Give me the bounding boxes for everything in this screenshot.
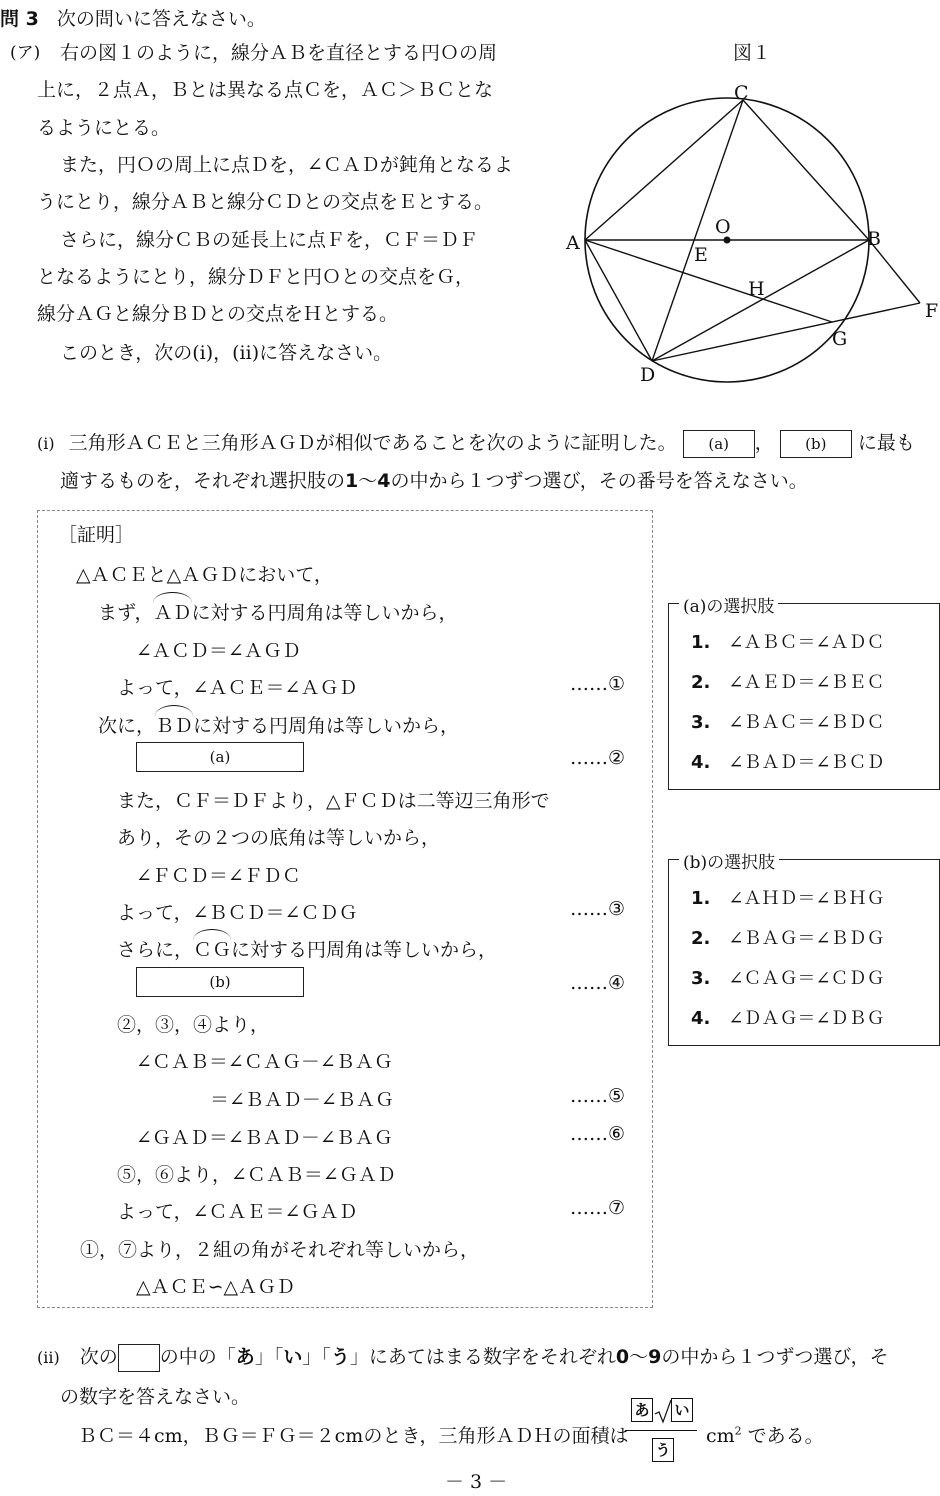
q1-tilde: ～ xyxy=(358,470,378,492)
proof-ref: ……② xyxy=(570,747,626,769)
q1-text: 三角形ＡＣＥと三角形ＡＧＤが相似であることを次のように証明した。 xyxy=(68,432,677,454)
proof-text: に対する円周角は等しいから， xyxy=(191,602,458,624)
proof-line: また，ＣＦ＝ＤＦより，△ＦＣＤは二等辺三角形で xyxy=(117,790,550,812)
label-D: D xyxy=(640,364,656,386)
choice-text: ∠ＡＢＣ＝∠ＡＤＣ xyxy=(728,632,885,653)
choice-text: ∠ＣＡＧ＝∠ＣＤＧ xyxy=(728,968,885,989)
q2-unit xyxy=(706,1421,824,1448)
q2-num: 9 xyxy=(648,1346,662,1368)
proof-ref: ……① xyxy=(570,673,626,695)
choice-number: 3. xyxy=(691,968,711,989)
q2-kana: う xyxy=(330,1346,350,1368)
intro-label: (ア) xyxy=(10,43,41,63)
arc-BD: ＢＤ xyxy=(155,711,193,738)
choices-b-title: (b)の選択肢 xyxy=(679,848,779,873)
proof-line: ∠ＣＡＢ＝∠ＣＡＧ－∠ＢＡＧ xyxy=(136,1051,393,1073)
choice-number: 1. xyxy=(691,632,711,653)
label-F: F xyxy=(925,300,939,322)
choice-text: ∠ＢＡＧ＝∠ＢＤＧ xyxy=(728,928,885,949)
label-B: B xyxy=(867,228,881,250)
proof-text: に対する円周角は等しいから， xyxy=(193,715,460,737)
proof-ref: ……④ xyxy=(570,972,626,994)
intro-line: また，円Ｏの周上に点Ｄを，∠ＣＡＤが鈍角となるよ xyxy=(60,154,513,176)
unit-sup: 2 xyxy=(734,1424,742,1438)
proof-line: ①，⑦より，２組の角がそれぞれ等しいから， xyxy=(80,1239,480,1261)
proof-ref: ……⑤ xyxy=(570,1085,626,1107)
choice-b-4[interactable] xyxy=(691,1004,885,1030)
q2-line2: の数字を答えなさい。 xyxy=(60,1386,251,1408)
choice-text: ∠ＡＨＤ＝∠ＢＨＧ xyxy=(728,888,885,909)
question-header xyxy=(0,4,266,31)
arc-AD: ＡＤ xyxy=(153,598,191,625)
proof-text: 次に， xyxy=(98,715,156,737)
proof-line: △ＡＣＥ∽△ＡＧＤ xyxy=(136,1276,296,1298)
choice-number: 2. xyxy=(691,928,711,949)
q1-line1 xyxy=(37,428,915,458)
proof-text: さらに， xyxy=(117,939,194,961)
proof-line: よって，∠ＣＡＥ＝∠ＧＡＤ xyxy=(117,1201,358,1223)
answer-fraction xyxy=(625,1398,700,1466)
choice-b-2[interactable] xyxy=(691,924,885,950)
proof-line: △ＡＣＥと△ＡＧＤにおいて， xyxy=(76,564,333,586)
choice-a-3[interactable] xyxy=(691,708,885,734)
q1-blank-a: (a) xyxy=(683,430,755,458)
choice-number: 2. xyxy=(691,672,711,693)
page-number: － 3 － xyxy=(445,1471,508,1493)
q2-text: の中の「 xyxy=(159,1346,236,1368)
proof-line: ②，③，④より， xyxy=(117,1014,270,1036)
q1-num: 1 xyxy=(345,470,359,492)
proof-ref: ……③ xyxy=(570,898,626,920)
choice-b-1[interactable] xyxy=(691,884,885,910)
proof-text: まず， xyxy=(98,602,154,624)
q2-num: 0 xyxy=(615,1346,630,1368)
answer-box-a: あ xyxy=(631,1398,653,1422)
proof-ref: ……⑥ xyxy=(570,1123,626,1145)
q1-text: の中から１つずつ選び，その番号を答えなさい。 xyxy=(390,470,808,492)
sqrt-icon xyxy=(653,1398,673,1424)
proof-blank-b: (b) xyxy=(136,967,304,997)
proof-title: ［証明］ xyxy=(58,524,135,546)
q2-line1 xyxy=(37,1342,889,1372)
q1-blank-b: (b) xyxy=(780,430,852,458)
proof-line: よって，∠ＢＣＤ＝∠ＣＤＧ xyxy=(117,902,358,924)
choices-a-box xyxy=(668,597,940,790)
label-E: E xyxy=(694,244,708,266)
choice-b-3[interactable] xyxy=(691,964,885,990)
proof-line xyxy=(98,711,459,738)
label-G: G xyxy=(832,328,848,350)
choice-number: 3. xyxy=(691,712,711,733)
label-C: C xyxy=(734,82,749,104)
proof-line: ∠ＧＡＤ＝∠ＢＡＤ－∠ＢＡＧ xyxy=(136,1127,393,1149)
label-O: O xyxy=(715,216,731,238)
intro-line: このとき，次の(ⅰ)，(ⅱ)に答えなさい。 xyxy=(60,342,393,364)
question-title: 次の問いに答えなさい。 xyxy=(56,8,266,30)
proof-line: あり，その２つの底角は等しいから， xyxy=(117,827,441,849)
intro-line: さらに，線分ＣＢの延長上に点Ｆを，ＣＦ＝ＤＦ xyxy=(60,229,479,251)
choices-a-title: (a)の選択肢 xyxy=(679,592,778,617)
proof-ref: ……⑦ xyxy=(570,1197,626,1219)
arc-CG: ＣＧ xyxy=(193,935,231,962)
q2-text: 次の xyxy=(79,1346,118,1368)
q2-text: である。 xyxy=(747,1425,824,1447)
proof-blank-a: (a) xyxy=(136,742,304,772)
q1-line2 xyxy=(60,466,808,493)
intro-line: となるようにとり，線分ＤＦと円Ｏとの交点をＧ， xyxy=(37,266,475,288)
intro-line: うにとり，線分ＡＢと線分ＣＤとの交点をＥとする。 xyxy=(37,191,494,213)
choice-text: ∠ＢＡＤ＝∠ＢＣＤ xyxy=(728,752,885,773)
q2-kana: い xyxy=(283,1346,303,1368)
proof-line: ∠ＦＣＤ＝∠ＦＤＣ xyxy=(136,865,301,887)
fraction-bar xyxy=(625,1430,697,1431)
choice-a-4[interactable] xyxy=(691,748,885,774)
choice-text: ∠ＡＥＤ＝∠ＢＥＣ xyxy=(728,672,885,693)
proof-line: ∠ＡＣＤ＝∠ＡＧＤ xyxy=(136,640,301,662)
q2-text: 」にあてはまる数字をそれぞれ xyxy=(349,1346,616,1368)
answer-box-i: い xyxy=(671,1398,693,1422)
choices-b-box xyxy=(668,853,940,1046)
choice-a-1[interactable] xyxy=(691,628,885,654)
q2-label: (ⅱ) xyxy=(37,1348,60,1367)
choice-text: ∠ＢＡＣ＝∠ＢＤＣ xyxy=(728,712,885,733)
unit-cm: cm xyxy=(706,1425,735,1447)
intro-line: 上に，２点Ａ，Ｂとは異なる点Ｃを，ＡＣ＞ＢＣとな xyxy=(37,79,494,101)
label-H: H xyxy=(748,278,765,300)
intro-line: 右の図１のように，線分ＡＢを直径とする円Ｏの周 xyxy=(60,42,498,64)
choice-number: 4. xyxy=(691,752,711,773)
figure-title: 図１ xyxy=(733,42,772,64)
choice-number: 4. xyxy=(691,1008,711,1029)
proof-line xyxy=(98,598,458,625)
q1-label: (ⅰ) xyxy=(37,434,55,453)
q1-text-end: に最も xyxy=(857,432,915,454)
proof-line: ＝∠ＢＡＤ－∠ＢＡＧ xyxy=(210,1089,394,1111)
intro-line: るようにとる。 xyxy=(37,117,171,139)
choice-a-2[interactable] xyxy=(691,668,885,694)
question-number: 問 3 xyxy=(0,8,39,30)
q1-comma: ， xyxy=(754,432,774,454)
proof-line: よって，∠ＡＣＥ＝∠ＡＧＤ xyxy=(117,677,358,699)
choice-text: ∠ＤＡＧ＝∠ＤＢＧ xyxy=(728,1008,885,1029)
proof-line: ⑤，⑥より，∠ＣＡＢ＝∠ＧＡＤ xyxy=(117,1164,396,1186)
q1-text: 適するものを，それぞれ選択肢の xyxy=(60,470,346,492)
q2-answer-box xyxy=(118,1344,160,1372)
answer-box-u: う xyxy=(652,1438,674,1462)
proof-text: に対する円周角は等しいから， xyxy=(231,939,498,961)
q2-sep: 」「 xyxy=(302,1346,331,1368)
q2-line3: ＢＣ＝４cm，ＢＧ＝ＦＧ＝２cmのとき，三角形ＡＤＨの面積は xyxy=(78,1425,629,1447)
q2-text: の中から１つずつ選び，そ xyxy=(661,1346,889,1368)
choice-number: 1. xyxy=(691,888,711,909)
q2-tilde: ～ xyxy=(629,1346,649,1368)
q1-num: 4 xyxy=(377,470,391,492)
proof-line xyxy=(117,935,497,962)
intro-line: 線分ＡＧと線分ＢＤとの交点をＨとする。 xyxy=(37,303,399,325)
q2-sep: 」「 xyxy=(254,1346,284,1368)
q2-kana: あ xyxy=(235,1346,255,1368)
label-A: A xyxy=(566,232,580,254)
